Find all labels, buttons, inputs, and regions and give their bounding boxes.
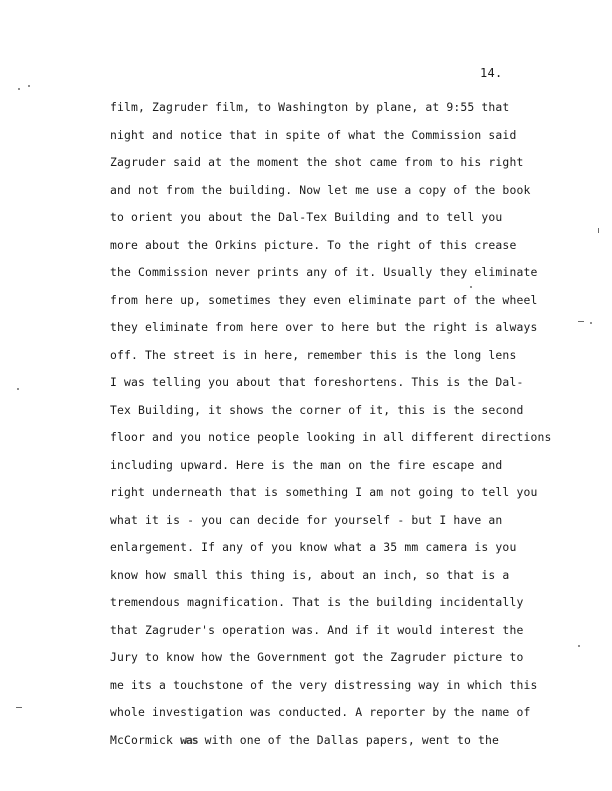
text-line: the Commission never prints any of it. Usually they eliminate: [110, 265, 538, 279]
scan-speck: [578, 645, 580, 647]
text-line-last: [110, 727, 552, 755]
text-line: enlargement. If any of you know what a 35 mm camera is you: [110, 540, 517, 554]
text-line: to orient you about the Dal-Tex Building and to tell you: [110, 210, 503, 224]
text-line: Zagruder said at the moment the shot came from to his right: [110, 155, 524, 169]
text-line: what it is - you can decide for yourself - but I have an: [110, 512, 503, 527]
typed-over-word: was: [180, 732, 198, 747]
text-line: Tex Building, it shows the corner of it, this is the second: [110, 402, 524, 417]
text-line: night and notice that in spite of what the Commission said: [110, 127, 517, 142]
scan-speck: [18, 88, 20, 90]
text-line: and not from the building. Now let me use a copy of the book: [110, 182, 531, 197]
last-line-end: with one of the Dallas papers, went to the: [197, 732, 499, 747]
text-line: know how small this thing is, about an inch, so that is a: [110, 567, 510, 582]
text-line: film, Zagruder film, to Washington by plane, at 9:55 that: [110, 100, 510, 114]
page-number: 14.: [480, 66, 503, 80]
scan-speck: [17, 388, 19, 390]
text-line: from here up, sometimes they even eliminate part of the wheel: [110, 292, 538, 307]
document-body: [110, 94, 552, 754]
scan-speck: [590, 322, 592, 324]
text-line: including upward. Here is the man on the fire escape and: [110, 457, 503, 472]
scan-speck: [578, 321, 584, 322]
text-line: floor and you notice people looking in all different directions: [110, 430, 552, 444]
text-line: right underneath that is something I am not going to tell you: [110, 485, 538, 499]
text-line: that Zagruder's operation was. And if it would interest the: [110, 622, 524, 637]
text-line: I was telling you about that foreshortens. This is the Dal-: [110, 375, 524, 389]
scan-speck: [598, 228, 599, 233]
text-line: whole investigation was conducted. A reporter by the name of: [110, 705, 531, 719]
text-line: tremendous magnification. That is the building incidentally: [110, 595, 524, 609]
scan-speck: [28, 85, 30, 87]
text-line: more about the Orkins picture. To the right of this crease: [110, 237, 517, 252]
text-line: me its a touchstone of the very distressing way in which this: [110, 677, 538, 692]
text-line: Jury to know how the Government got the Zagruder picture to: [110, 650, 524, 664]
text-line: off. The street is in here, remember this is the long lens: [110, 347, 517, 362]
scan-speck: [16, 707, 22, 708]
scan-speck: [470, 286, 472, 288]
text-line: they eliminate from here over to here but the right is always: [110, 320, 538, 334]
last-line-start: McCormick: [110, 732, 181, 747]
